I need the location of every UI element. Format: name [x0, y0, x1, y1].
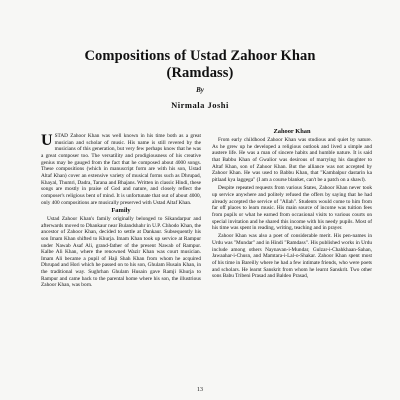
author-name: Nirmala Joshi	[171, 100, 229, 110]
zahoor-paragraph-3: Zahoor Khan was also a poet of considerable merit. His pen-names in Urdu was "Mundar" and in Hindi "Ramdass". His published works in Urdu include among others Naynavan-i-Mundar, Gulzar-i-Chahkhaan-Sahan, Jawaahar-i-Chusn, and Mamtara-i-Lal-o-Shakar. Zahoor Khan spent most of his time in Bareilly where he had a few intimate friends, who were poets and scholars. He learnt Sanskrit from whom he learnt Sanskrit. Two other sons Babu Tribeni Prasad and Baldeo Prasad,	[212, 233, 372, 280]
byline: By	[196, 86, 204, 94]
right-column	[212, 129, 372, 281]
title-line-1: Compositions of Ustad Zahoor Khan	[84, 48, 316, 64]
article-title	[0, 48, 400, 82]
section-heading-family: Family	[111, 206, 131, 214]
left-column	[41, 133, 201, 291]
title-line-2: (Ramdass)	[166, 65, 234, 81]
zahoor-paragraph-2: Despite repeated requests from various States, Zahoor Khan never took up service anywhere and politely refused the offers by saying that he had already accepted the service of "Allah". Students would come to him from far off places to learn music. His main source of income was tuition fees from pupils or what he earned from occasional visits to various courts on special invitation and he shared this income with his needy pupils. Most of his time was spent in reading, writing, teaching and in prayer.	[212, 185, 372, 232]
section-heading-zahoor-khan: Zahoor Khan	[273, 128, 311, 135]
page-number: 13	[197, 387, 203, 393]
family-paragraph: Ustad Zahoor Khan's family originally belonged to Sikandarpur and afterwards moved to Dhankaur near Bulandshahr in U.P. Chhodo Khan, the ancestor of Zahoor Khan, decided to settle at Dankaur. Subsequently his son Imam Khan shifted to Khurja. Imam Khan took up service at Rampur under Nawab Asaf Ali, grand-father of the present Nawab of Rampur. Kalbe Ali Khan, where the renowned Wazir Khan was court musician. Imam Ali became a pupil of Haji Shah Khan from whom he acquired Dhrupad and Hori which he passed on to his son, Ghulam Husain Khan, in the traditional way. Sughrhan Ghulam Husain gave Ramji Khurja to Rampur and came back to the parental home where his son, the illustrious Zahoor Khan, was born.	[41, 215, 201, 289]
zahoor-paragraph-1: From early childhood Zahoor Khan was studious and quiet by nature. As he grew up he developed a religious outlook and lived a simple and austere life. He was a man of sincere habits and humble nature. It is said that Babbu Khan of Gwalior was desirous of marrying his daughter to Altaf Khan, son of Zahoor Khan. But the alliance was not accepted by Zahoor Khan. He was used to Babbu Khan, that "Kambalpur dastarin ka pitlaad kya laggega" (I am a course blanket, can't be a patch on a shawl).	[212, 137, 372, 184]
intro-paragraph	[41, 133, 201, 206]
drop-cap: U	[41, 132, 53, 149]
intro-text: STAD Zahoor Khan was well known in his time both as a great musician and scholar of music. His name is still revered by the musicians of this generation, but very few perhaps know that he was a great composer too. The versatility and prodigiousness of his creative genius may be gauged from the fact that he composed about 4000 songs. These compositions (which in manuscript form are with his son, Ustad Altaf Khan) cover an extensive variety of musical forms such as Dhrupad, Khayal, Thumri, Dadra, Tarana and Bhajans. Written in classic Hindi, these songs are mostly in praise of God and nature, and closely reflect the composer's religious bent of mind. It is unfortunate that out of about 4000, only 400 compositions are musically preserved with Ustad Altaf Khan.	[41, 133, 201, 206]
